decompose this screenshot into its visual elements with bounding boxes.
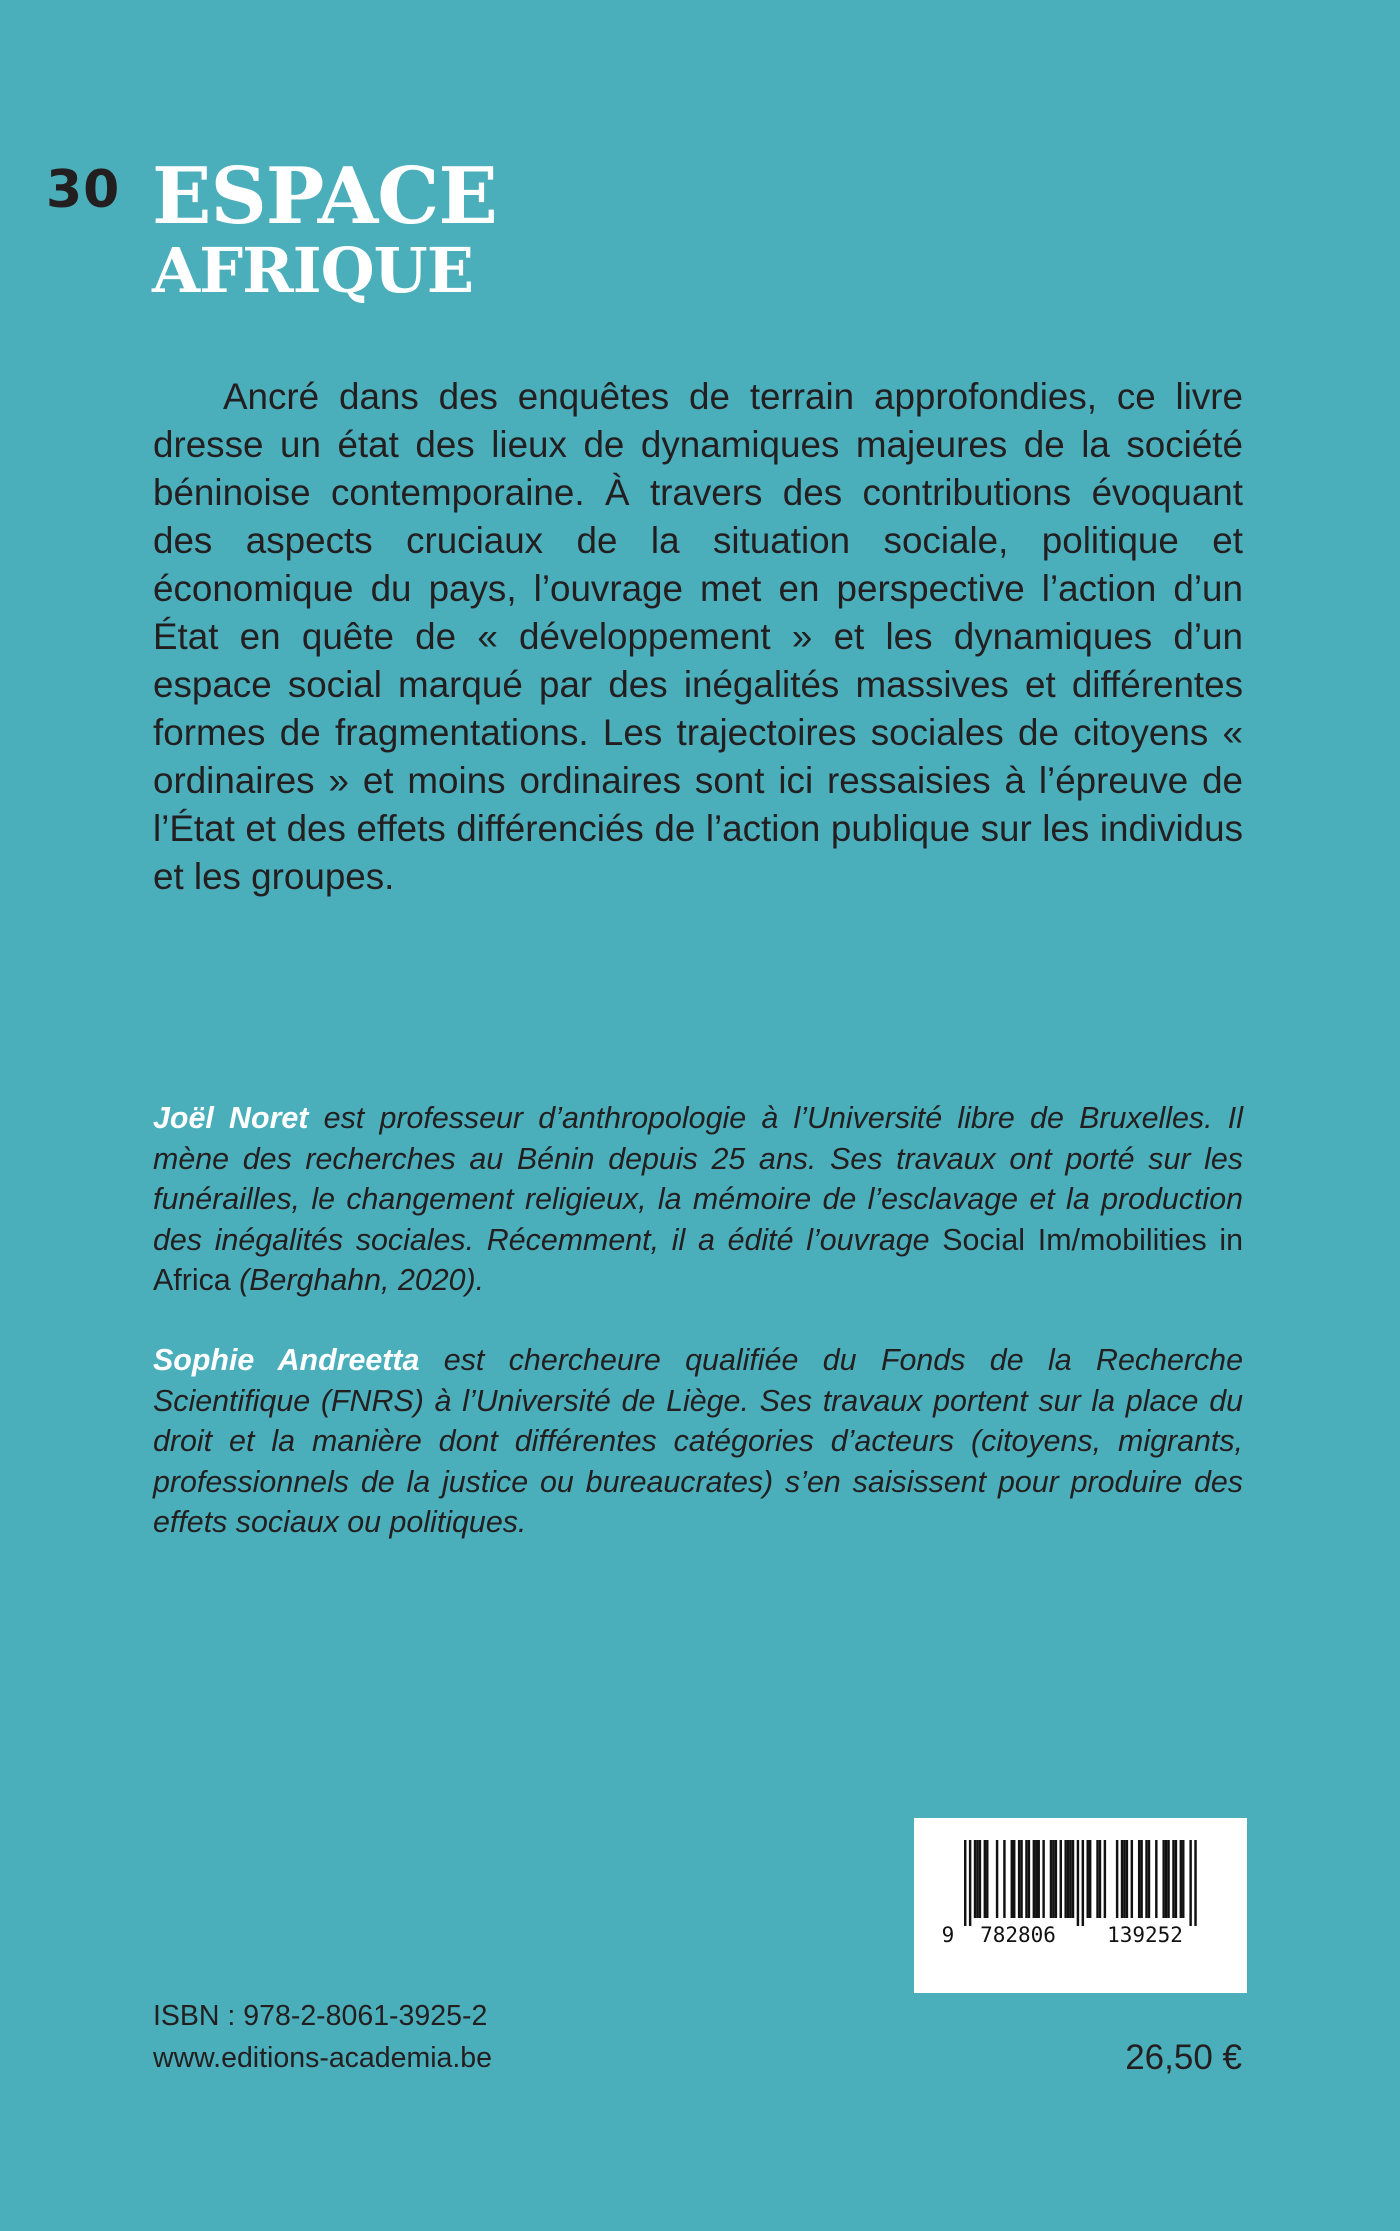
barcode-bar (1099, 1840, 1101, 1918)
isbn: ISBN : 978-2-8061-3925-2 (153, 2000, 488, 2032)
barcode-bar (1060, 1840, 1062, 1918)
barcode-bar (1104, 1840, 1106, 1918)
barcode-bar (996, 1840, 998, 1918)
barcode-bar (1145, 1840, 1147, 1918)
barcode-bar (984, 1840, 986, 1918)
barcode-bar (1121, 1840, 1123, 1918)
barcode-bar (1042, 1840, 1044, 1918)
barcode-bar (1167, 1840, 1169, 1918)
publisher-website: www.editions-academia.be (153, 2042, 493, 2074)
barcode-bar (1182, 1840, 1184, 1918)
barcode-bar (1038, 1840, 1040, 1918)
barcode-bar (1126, 1840, 1128, 1918)
price: 26,50 € (1125, 2038, 1242, 2077)
barcode-digit-first: 9 (941, 1923, 955, 1947)
barcode-bar (1138, 1840, 1140, 1918)
barcode-bar (1131, 1840, 1133, 1918)
barcode-bar (1175, 1840, 1177, 1918)
barcode-bar (1172, 1840, 1174, 1918)
barcode-bar (1067, 1840, 1069, 1918)
series-title-line1: ESPACE (152, 151, 497, 242)
barcode-bar (1064, 1840, 1066, 1918)
barcode-digits-left: 782806 (980, 1923, 1056, 1947)
barcode-bar (1025, 1840, 1027, 1918)
barcode-bar (986, 1840, 988, 1918)
author-bio-andreetta-text: est chercheure qualifiée du Fonds de la Recherche Scientifique (FNRS) à l’Université de Liège. Ses travaux portent sur la place du droit et la manière dont différentes catégories d’acteurs (citoyens, migrants, professionnels de la justice ou bureaucrates) s’en saisissent pour produire des effets sociaux ou politiques. (153, 1343, 1243, 1539)
barcode-bar (1069, 1840, 1071, 1918)
barcode-bar (1140, 1840, 1142, 1918)
author-name-noret: Joël Noret (153, 1101, 309, 1135)
barcode-bar (1148, 1840, 1150, 1918)
barcode-bar (1011, 1840, 1013, 1918)
barcode-bar (1096, 1840, 1098, 1918)
barcode-bar (1123, 1840, 1125, 1918)
barcode (914, 1818, 1247, 1993)
barcode-bar (1003, 1840, 1005, 1918)
author-bio-noret-text: est professeur d’anthropologie à l’Université libre de Bruxelles. Il mène des recherches au Bénin depuis 25 ans. Ses travaux ont porté sur les funérailles, le changement religieux, la mémoire de l’esclavage et la production des inégalités sociales. Récemment, il a édité l’ouvrage (153, 1101, 1243, 1257)
barcode-bar (1050, 1840, 1052, 1918)
series-number: 30 (46, 160, 121, 220)
barcode-bar (979, 1840, 981, 1918)
barcode-bar (1020, 1840, 1022, 1918)
barcode-graphic (914, 1818, 1247, 1993)
barcode-bar (969, 1840, 971, 1926)
author-name-andreetta: Sophie Andreetta (153, 1343, 420, 1377)
barcode-bar (1082, 1840, 1084, 1926)
barcode-bar (1077, 1840, 1079, 1926)
barcode-bar (1028, 1840, 1030, 1918)
barcode-bar (1072, 1840, 1074, 1918)
barcode-bar (1165, 1840, 1167, 1918)
barcode-bar (1035, 1840, 1037, 1918)
barcode-bar (1052, 1840, 1054, 1918)
author-bio-noret (153, 1098, 1243, 1301)
barcode-bar (964, 1840, 966, 1926)
cited-book-title: Social Im/mobilities in Africa (153, 1222, 1244, 1297)
series-title (152, 151, 497, 307)
author-bio-andreetta (153, 1340, 1243, 1543)
barcode-digits-right: 139252 (1107, 1923, 1183, 1947)
barcode-bar (1033, 1840, 1035, 1918)
barcode-bar (1162, 1840, 1164, 1918)
barcode-bar (1018, 1840, 1020, 1918)
barcode-bar (1180, 1840, 1182, 1918)
barcode-bar (974, 1840, 976, 1918)
barcode-bar (976, 1840, 978, 1918)
barcode-bar (1116, 1840, 1118, 1918)
author-bio-noret-citation: (Berghahn, 2020). (230, 1263, 485, 1297)
barcode-bars (964, 1840, 1197, 1926)
series-title-line2: AFRIQUE (152, 234, 473, 307)
barcode-bar (1013, 1840, 1015, 1918)
barcode-bar (1087, 1840, 1089, 1918)
barcode-bar (1189, 1840, 1191, 1926)
barcode-bar (1155, 1840, 1157, 1918)
book-summary: Ancré dans des enquêtes de terrain approfondies, ce livre dresse un état des lieux de dynamiques majeures de la société béninoise contemporaine. À travers des contributions évoquant des aspects cruciaux de la situation sociale, politique et économique du pays, l’ouvrage met en perspective l’action d’un État en quête de « développement » et les dynamiques d’un espace social marqué par des inégalités massives et différentes formes de fragmentations. Les trajectoires sociales de citoyens « ordinaires » et moins ordinaires sont ici ressaisies à l’épreuve de l’État et des effets différenciés de l’action publique sur les individus et les groupes. (153, 376, 1243, 897)
barcode-bar (1089, 1840, 1091, 1918)
barcode-bar (1194, 1840, 1196, 1926)
barcode-bar (1055, 1840, 1057, 1918)
